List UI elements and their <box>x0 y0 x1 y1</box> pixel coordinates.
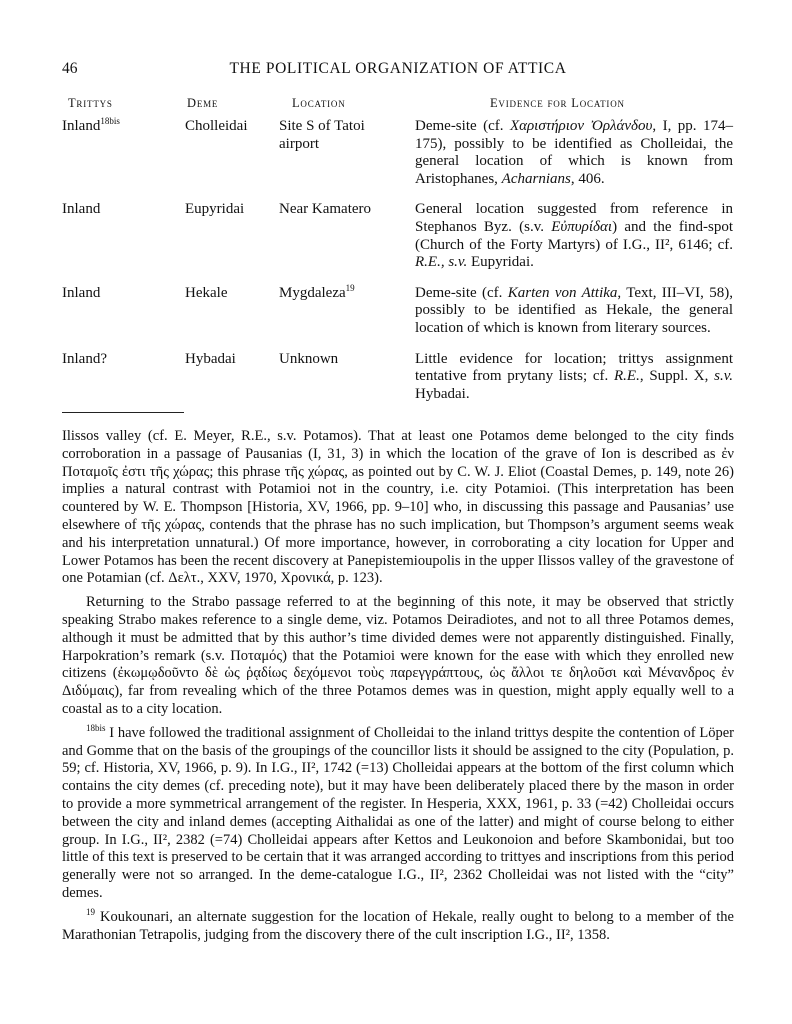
evidence-cell: Deme-site (cf. Karten von Attika, Text, III–VI, 58), possibly to be identified as Hekale, the general location of which is known from literary sources. <box>415 284 733 336</box>
deme-cell: Hybadai <box>185 350 236 367</box>
evidence-cell: General location suggested from reference in Stephanos Byz. (s.v. Εὐπυρίδαι) and the find-spot (Church of the Forty Martyrs) of I.G., II², 6146; cf. R.E., s.v. Eupyridai. <box>415 201 733 271</box>
column-header-trittys: Trittys <box>68 96 113 110</box>
table-row <box>62 282 734 338</box>
footnote-marker: 19 <box>86 906 95 917</box>
running-head <box>62 60 734 80</box>
location-cell: Mygdaleza$^{19}$ <box>279 282 355 301</box>
trittys-cell: Inland <box>62 284 101 301</box>
footnote-rule <box>62 412 184 413</box>
running-title: THE POLITICAL ORGANIZATION OF ATTICA <box>229 60 567 77</box>
column-header-deme: Deme <box>187 96 219 110</box>
trittys-cell: Inland <box>62 201 101 218</box>
location-cell: Site S of Tatoi airport <box>279 118 365 152</box>
footnote-19: $^{19}$ Koukounari, an alternate suggestion for the location of Hekale, really ought to belong to a member of the Marathonian Tetrapolis, judging from the discovery there of the cult inscription I.G., II², 1358. <box>62 906 734 943</box>
column-header-location: Location <box>292 96 346 110</box>
footnote-continuation: Ilissos valley (cf. E. Meyer, R.E., s.v. Potamos). That at least one Potamos deme belonged to the city finds corroboration in a passage of Pausanias (I, 31, 3) in which the location of the grave of Ion is described as ἐν Ποταμοῖς ἐστι τῆς χώρας; this phrase τῆς χώρας, as pointed out by C. W. J. Eliot (Coastal Demes, p. 149, note 26) implies a natural contrast with Potamioi not in the country, i.e. city Potamioi. (This interpretation has been countered by W. E. Thompson [Historia, XV, 1966, pp. 9–10] who, in discussing this passage and Pausanias’ use elsewhere of τῆς χώρας, contends that the phrase has no such implication, but Thompson’s argument seems weak and his interpretation unnatural.) Of more importance, however, in corroborating a city location for Upper and Lower Potamos has been the recent discovery at Panepistemioupolis in the upper Ilissos valley of the gravestone of one Potamian (cf. Δελτ., XXV, 1970, Χρονικά, p. 123). <box>62 428 734 587</box>
footnote-18bis: $^{18bis}$ I have followed the traditional assignment of Cholleidai to the inland trittys despite the contention of Löper and Gomme that on the basis of the groupings of the councillor lists it should be assigned to the city (Population, p. 59; cf. Historia, XV, 1966, p. 9). In I.G., II², 1742 (=13) Cholleidai appears at the bottom of the first column which contains the city demes (cf. preceding note), but it may have been deliberately placed there by the mason in order to provide a more symmetrical arrangement of the register. In Hesperia, XXX, 1961, p. 33 (=42) Cholleidai occurs between the city and inland demes (accepting Aithalidai as one of the latter) and might of course belong to either group. In I.G., II², 2382 (=74) Cholleidai appears after Kettos and Leukonoion and before Skambonidai, but too little of this text is preserved to be certain that it was arranged according to trittyes and inscriptions from this period generally were not so arranged. In the deme-catalogue I.G., II², 2362 Cholleidai was not listed with the “city” demes. <box>62 722 734 901</box>
column-header-evidence: Evidence for Location <box>490 96 625 110</box>
table-row <box>62 351 734 404</box>
deme-cell: Cholleidai <box>185 118 248 134</box>
location-cell: Unknown <box>279 350 339 367</box>
deme-cell: Eupyridai <box>185 201 245 218</box>
footnotes <box>62 428 734 944</box>
footnote-paragraph: Returning to the Strabo passage referred to at the beginning of this note, it may be observed that strictly speaking Strabo makes reference to a single deme, viz. Potamos Deiradiotes, and not to all three Potamos demes, although it must be admitted that by this author’s time divided demes were not apparently distinguished. Finally, Harpokration’s remark (s.v. Ποταμός) that the Potamioi were known for the ease with which they enrolled new citizens (ἐκωμῳδοῦντο δὲ ὡς ῥᾳδίως δεχόμενοι τοὺς παρεγγράπτους, ὡς ἄλλοι τε δηλοῦσι καὶ Μένανδρος ἐν Διδύμαις), far from revealing which of the three Potamos demes was in question, might apply equally well to a coastal as to a city location. <box>62 594 734 717</box>
table-body <box>62 118 734 403</box>
location-cell: Near Kamatero <box>279 201 372 218</box>
footnote-marker: 18bis <box>86 722 106 733</box>
table-row <box>62 118 734 188</box>
evidence-cell: Little evidence for location; trittys assignment tentative from prytany lists; cf. R.E., Suppl. X, s.v. Hybadai. <box>415 350 734 402</box>
table-row <box>62 201 734 271</box>
page-number: 46 <box>62 60 78 77</box>
evidence-cell: Deme-site (cf. Χαριστήριον Ὀρλάνδου, I, pp. 174–175), possibly to be identified as Cholleidai, the general location of which is known from Aristophanes, Acharnians, 406. <box>415 118 733 187</box>
deme-cell: Hekale <box>185 284 228 301</box>
trittys-cell: Inland? <box>62 350 107 367</box>
trittys-cell: Inland$^{18bis}$ <box>62 116 120 134</box>
